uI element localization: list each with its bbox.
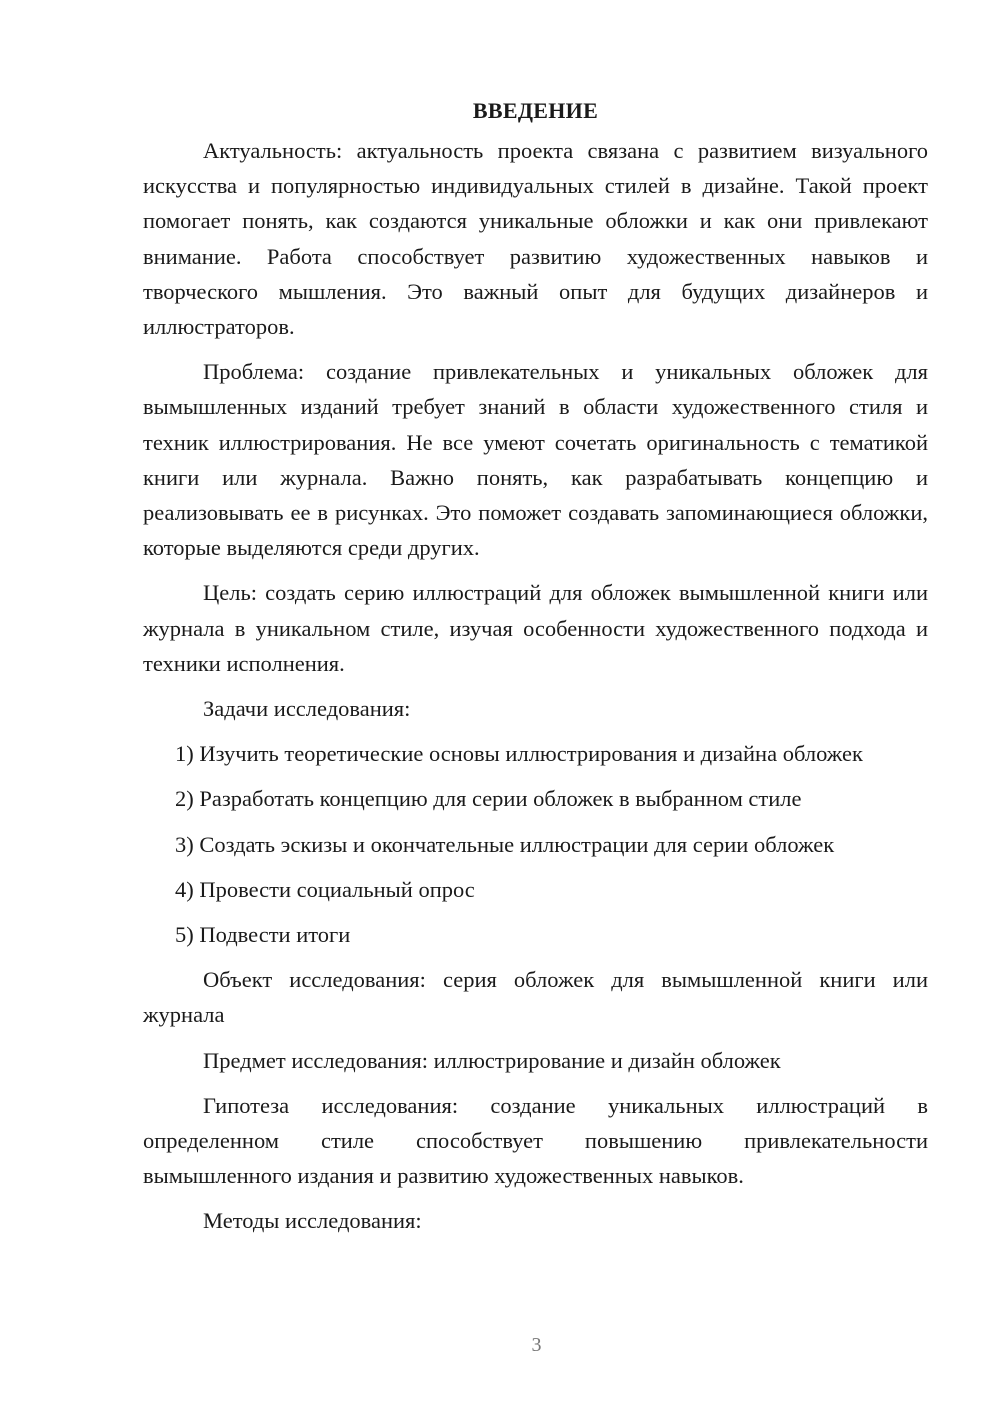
page-content — [143, 93, 928, 1249]
tasks-heading: Задачи исследования: — [203, 696, 411, 722]
relevance-paragraph: Актуальность: актуальность проекта связана с развитием визуального искусства и популярностью индивидуальных стилей в дизайне. Такой проект помогает понять, как создаются уникальные обложки и как они привлекают внимание. Работа способствует развитию художественных навыков и творческого мышления. Это важный опыт для будущих дизайнеров и иллюстраторов. — [143, 138, 928, 340]
task-item-5: 5) Подвести итоги — [175, 922, 351, 948]
section-title: ВВЕДЕНИЕ — [472, 98, 599, 123]
object-paragraph: Объект исследования: серия обложек для вымышленной книги или журнала — [143, 967, 928, 1028]
problem-paragraph: Проблема: создание привлекательных и уникальных обложек для вымышленных изданий требует знаний в области художественного стиля и техник иллюстрирования. Не все умеют сочетать оригинальность с тематикой книги или журнала. Важно понять, как разрабатывать концепцию и реализовывать ее в рисунках. Это поможет создавать запоминающиеся обложки, которые выделяются среди других. — [143, 359, 928, 561]
task-item-3: 3) Создать эскизы и окончательные иллюстрации для серии обложек — [175, 831, 835, 857]
goal-paragraph: Цель: создать серию иллюстраций для обложек вымышленной книги или журнала в уникальном стиле, изучая особенности художественного подхода и техники исполнения. — [143, 580, 928, 676]
subject-paragraph: Предмет исследования: иллюстрирование и дизайн обложек — [203, 1047, 781, 1073]
task-item-4: 4) Провести социальный опрос — [175, 876, 475, 902]
hypothesis-paragraph: Гипотеза исследования: создание уникальных иллюстраций в определенном стиле способствует повышению привлекательности вымышленного издания и развитию художественных навыков. — [143, 1092, 928, 1189]
methods-paragraph: Методы исследования: — [203, 1208, 422, 1234]
task-item-2: 2) Разработать концепцию для серии обложек в выбранном стиле — [175, 786, 802, 812]
page-number: 3 — [531, 1334, 542, 1356]
task-item-1: 1) Изучить теоретические основы иллюстрирования и дизайна обложек — [175, 741, 863, 767]
